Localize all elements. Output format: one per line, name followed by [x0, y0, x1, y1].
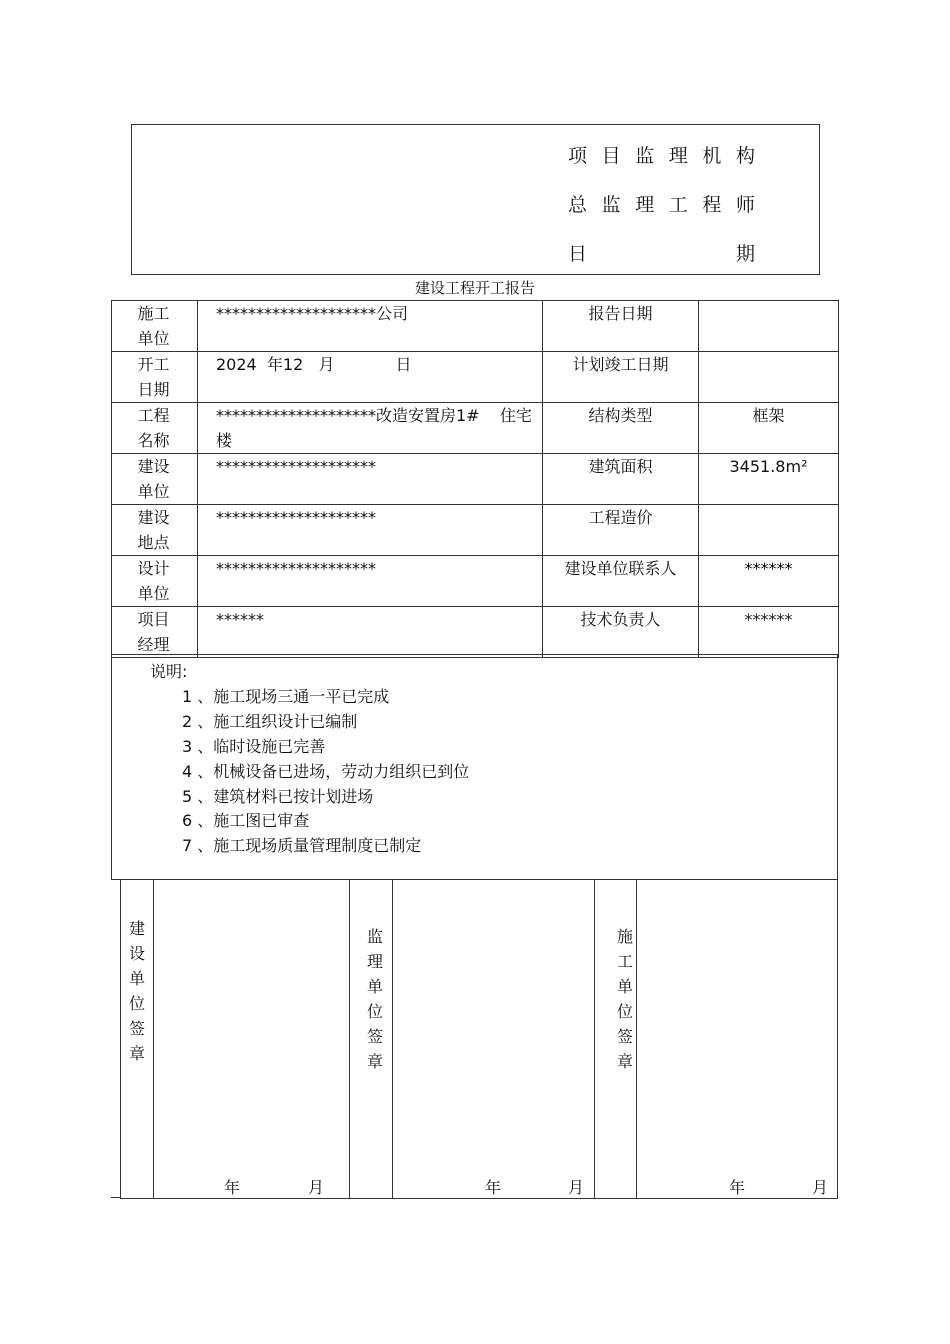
divider [111, 1197, 120, 1198]
divider [349, 879, 350, 1198]
list-item: 4 、机械设备已进场，劳动力组织已到位 [182, 762, 470, 781]
year-label: 年 [224, 1178, 241, 1197]
construction-unit-seal-label: 建设单位签章 [128, 919, 145, 1063]
chief-engineer-label: 总 监 理 工 程 师 [568, 194, 755, 216]
row-label: 项目经理 [137, 610, 170, 654]
table-row [112, 454, 839, 505]
table-row [112, 556, 839, 607]
row-value-2: ****** [699, 607, 839, 658]
row-value: ******************** [198, 556, 543, 607]
row-value-2 [699, 301, 839, 352]
row-label: 施工单位 [137, 304, 170, 348]
year-label: 年 [485, 1178, 502, 1197]
notes-section [111, 654, 838, 880]
list-item: 3 、临时设施已完善 [182, 737, 326, 756]
row-label: 设计单位 [137, 559, 170, 603]
row-label-2: 建设单位联系人 [543, 556, 699, 607]
divider [153, 879, 154, 1198]
table-row [112, 301, 839, 352]
row-value: 2024 年12 月 日 [198, 352, 543, 403]
month-label: 月 [812, 1178, 829, 1197]
notes-title: 说明: [150, 662, 188, 681]
date-label: 日 期 [568, 243, 755, 265]
month-label: 月 [568, 1178, 585, 1197]
table-row [112, 607, 839, 658]
row-value-2: 框架 [699, 403, 839, 454]
project-info-table [111, 300, 839, 658]
row-label-2: 计划竣工日期 [543, 352, 699, 403]
row-label: 建设地点 [137, 508, 170, 552]
row-label: 开工日期 [137, 355, 170, 399]
row-label: 工程名称 [137, 406, 170, 450]
row-value-2: 3451.8m² [699, 454, 839, 505]
row-value: ****** [198, 607, 543, 658]
year-label: 年 [729, 1178, 746, 1197]
table-row [112, 505, 839, 556]
divider [594, 879, 595, 1198]
row-label: 建设单位 [137, 457, 170, 501]
row-label-2: 结构类型 [543, 403, 699, 454]
signature-section [120, 879, 838, 1199]
supervision-org-label: 项 目 监 理 机 构 [568, 145, 755, 167]
row-value-2 [699, 505, 839, 556]
contractor-unit-seal-label: 施工单位签章 [616, 927, 633, 1071]
row-label-2: 报告日期 [543, 301, 699, 352]
row-label-2: 建筑面积 [543, 454, 699, 505]
supervision-approval-box [131, 124, 820, 275]
divider [636, 879, 637, 1198]
list-item: 1 、施工现场三通一平已完成 [182, 687, 390, 706]
row-value-2: ****** [699, 556, 839, 607]
month-label: 月 [308, 1178, 325, 1197]
list-item: 7 、施工现场质量管理制度已制定 [182, 836, 422, 855]
divider [392, 879, 393, 1198]
row-label-2: 技术负责人 [543, 607, 699, 658]
row-value-2 [699, 352, 839, 403]
row-value: ********************改造安置房1# 住宅楼 [198, 403, 543, 454]
row-value: ********************公司 [198, 301, 543, 352]
row-value: ******************** [198, 505, 543, 556]
list-item: 2 、施工组织设计已编制 [182, 712, 358, 731]
supervision-unit-seal-label: 监理单位签章 [366, 927, 383, 1071]
row-value: ******************** [198, 454, 543, 505]
list-item: 6 、施工图已审查 [182, 811, 310, 830]
report-title: 建设工程开工报告 [414, 279, 535, 297]
list-item: 5 、建筑材料已按计划进场 [182, 787, 374, 806]
table-row [112, 403, 839, 454]
row-label-2: 工程造价 [543, 505, 699, 556]
table-row [112, 352, 839, 403]
